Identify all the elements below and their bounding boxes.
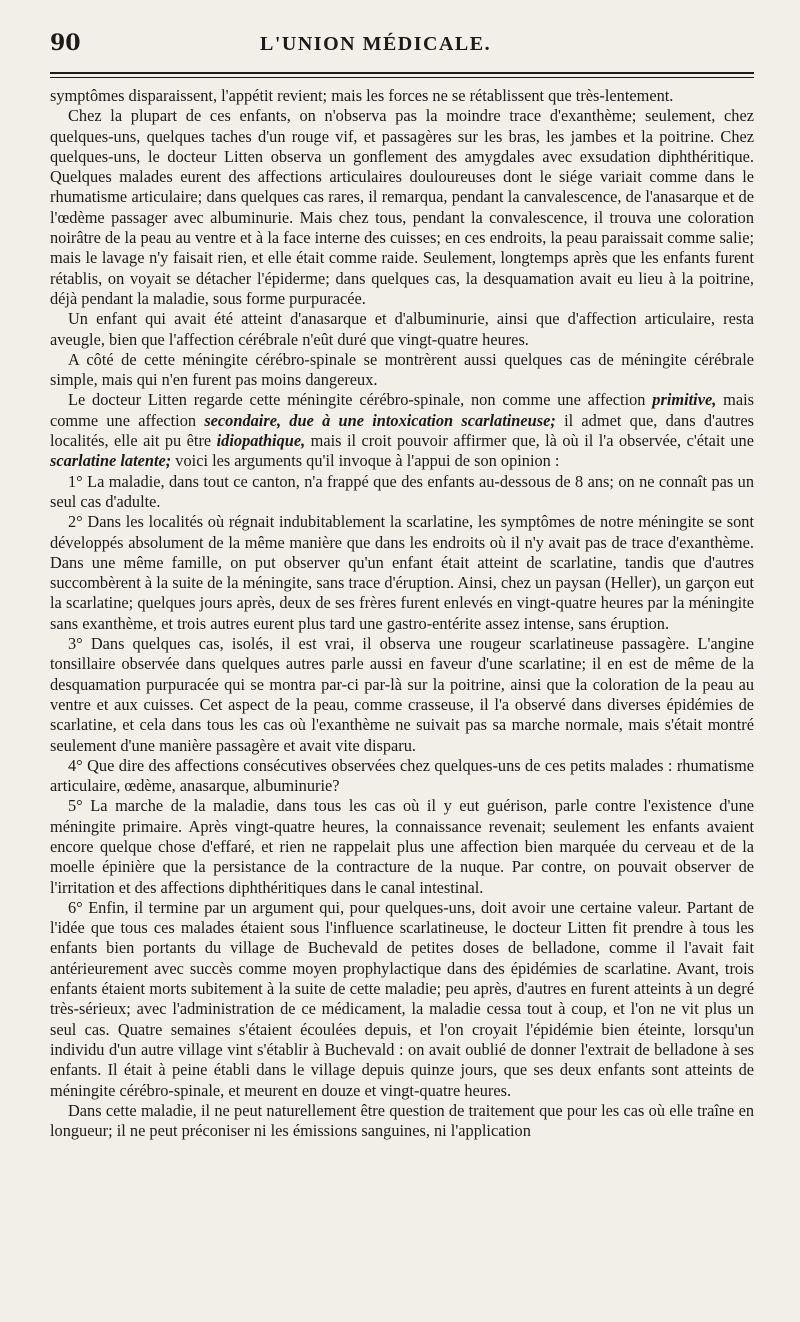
emphasized-text: scarlatine latente; (50, 451, 172, 471)
paragraph: 4° Que dire des affections consécutives observées chez quelques-uns de ces petits malades : rhumatisme articulaire, œdème, anasarque, albuminurie? (50, 755, 754, 796)
page-number: 90 (50, 30, 81, 56)
paragraph: symptômes disparaissent, l'appétit revient; mais les forces ne se rétablissent que très-lentement. (50, 86, 674, 105)
paragraph: 5° La marche de la maladie, dans tous les cas où il y eut guérison, parle contre l'existence d'une méningite primaire. Après vingt-quatre heures, la connaissance revenait; seulement les enfants avaient encore quelque chose d'effaré, et rien ne rappelait plus une affection bien marquée du cerveau et de la moelle épinière que la persistance de la contracture de la nuque. Par contre, on pouvait observer de l'irritation et des affections diphthéritiques dans le canal intestinal. (50, 796, 754, 897)
paragraph: 1° La maladie, dans tout ce canton, n'a frappé que des enfants au-dessous de 8 ans; on ne connaît pas un seul cas d'adulte. (50, 471, 754, 511)
header-rule-thin (50, 77, 754, 78)
running-title: L'UNION MÉDICALE. (260, 33, 492, 55)
paragraph: 2° Dans les localités où régnait indubitablement la scarlatine, les symptômes de notre méningite se sont développés absolument de la même manière que dans les endroits où il n'y avait pas de trace d'exanthème. Dans une même famille, on put observer qu'un enfant était atteint de scarlatine, tandis que d'autres succombèrent à la suite de la méningite, sans trace d'éruption. Ainsi, chez un paysan (Heller), un garçon eut la scarlatine; quelques jours après, deux de ses frères furent enlevés en vingt-quatre heures par la méningite sans exanthème, et trois autres eurent plus tard une gastro-entérite assez intense, sans éruption. (50, 512, 754, 633)
paragraph: A côté de cette méningite cérébro-spinale se montrèrent aussi quelques cas de méningite cérébrale simple, mais qui n'en furent pas moins dangereux. (50, 349, 754, 390)
page-header (50, 30, 754, 66)
paragraph-with-emphasis: Le docteur Litten regarde cette méningite cérébro-spinale, non comme une affection primitive, mais comme une affection secondaire, due à une intoxication scarlatineuse; il admet que, dans d'autres localités, elle ait pu être idiopathique, mais il croit pouvoir affirmer que, là où il l'a observée, c'était une scarlatine latente; voici les arguments qu'il invoque à l'appui de son opinion : (50, 390, 754, 471)
emphasized-text: primitive, (652, 390, 717, 410)
article-body (50, 86, 754, 1141)
emphasized-text: idiopathique, (216, 431, 306, 451)
paragraph: Un enfant qui avait été atteint d'anasarque et d'albuminurie, ainsi que d'affection articulaire, resta aveugle, bien que l'affection cérébrale n'eût duré que vingt-quatre heures. (50, 309, 754, 349)
paragraph: Dans cette maladie, il ne peut naturellement être question de traitement que pour les cas où elle traîne en longueur; il ne peut préconiser ni les émissions sanguines, ni l'application (50, 1100, 754, 1141)
emphasized-text: secondaire, due à une intoxication scarlatineuse; (204, 410, 556, 430)
paragraph: Chez la plupart de ces enfants, on n'observa pas la moindre trace d'exanthème; seulement, chez quelques-uns, quelques taches d'un rouge vif, et passagères sur les bras, les jambes et la poitrine. Chez quelques-uns, le docteur Litten observa un gonflement des amygdales avec exsudation diphthéritique. Quelques malades eurent des affections articulaires douloureuses dont le siége variait comme dans le rhumatisme articulaire; dans quelques cas rares, il remarqua, pendant la canvalescence, de l'anasarque et de l'œdème passager avec albuminurie. Mais chez tous, pendant la convalescence, il trouva une coloration noirâtre de la peau au ventre et à la face interne des cuisses; en ces endroits, la peau paraissait comme salie; mais le lavage n'y faisait rien, et elle était comme raide. Seulement, longtemps après que les enfants furent rétablis, on voyait se détacher l'épiderme; dans quelques cas, la desquamation avait eu lieu à la poitrine, déjà pendant la maladie, sous forme purpuracée. (50, 106, 754, 308)
paragraph: 3° Dans quelques cas, isolés, il est vrai, il observa une rougeur scarlatineuse passagère. L'angine tonsillaire observée dans quelques autres parle aussi en faveur d'une scarlatine; il en est de même de la desquamation purpuracée qui se montra par-ci par-là sur la poitrine, ainsi que la coloration de la peau au ventre et aux cuisses. Cet aspect de la peau, comme crasseuse, il l'a observé dans diverses épidémies de scarlatine, et cela dans tous les cas où l'exanthème ne suivait pas sa marche normale, mais s'était montré seulement d'une manière passagère et avait vite disparu. (50, 634, 754, 755)
paragraph: 6° Enfin, il termine par un argument qui, pour quelques-uns, doit avoir une certaine valeur. Partant de l'idée que tous ces malades étaient sous l'influence scarlatineuse, le docteur Litten fit prendre à tous les enfants bien portants du village de Buchevald de petites doses de belladone, comme il l'avait fait antérieurement avec succès comme moyen prophylactique dans des épidémies de scarlatine. Avant, trois enfants étaient morts subitement à la suite de cette maladie; peu après, d'autres en furent atteints à un degré très-sérieux; avec l'administration de ce médicament, la maladie cessa tout à coup, et l'on ne vit plus un seul cas. Quatre semaines s'étaient écoulées depuis, et l'on croyait l'épidémie bien éteinte, lorsqu'un individu d'un autre village vint s'établir à Buchevald : on avait oublié de donner l'extrait de belladone à ses enfants. Il était à peine établi dans le village depuis quinze jours, que ses deux enfants sont atteints de méningite cérébro-spinale, et meurent en douze et vingt-quatre heures. (50, 897, 754, 1100)
header-rule (50, 72, 754, 74)
